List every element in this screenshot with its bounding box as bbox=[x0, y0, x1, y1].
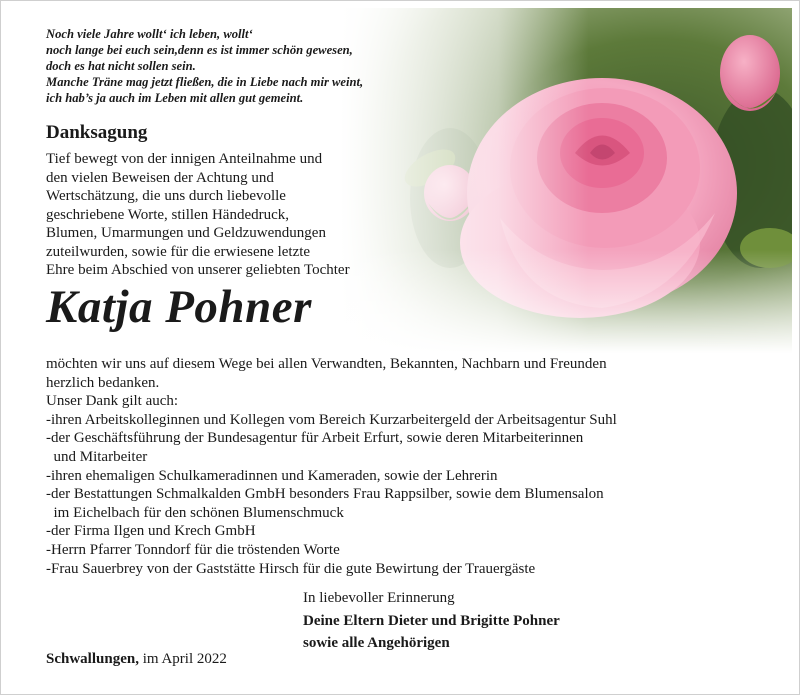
place-town: Schwallungen, bbox=[46, 651, 139, 667]
poem-line: Manche Träne mag jetzt fließen, die in Liebe nach mir weint, bbox=[46, 75, 364, 89]
signature-block bbox=[303, 587, 560, 655]
thanks-body bbox=[46, 355, 766, 578]
body-line: möchten wir uns auf diesem Wege bei allen Verwandten, Bekannten, Nachbarn und Freunden bbox=[46, 356, 607, 372]
intro-text bbox=[46, 150, 391, 280]
place-date-text: im April 2022 bbox=[138, 651, 227, 667]
body-line: -der Bestattungen Schmalkalden GmbH besonders Frau Rappsilber, sowie dem Blumensalon bbox=[46, 486, 604, 503]
poem-line: doch es hat nicht sollen sein. bbox=[46, 59, 196, 73]
intro-line: Tief bewegt von der innigen Anteilnahme und bbox=[46, 151, 323, 167]
place-date bbox=[46, 651, 227, 668]
poem-line: noch lange bei euch sein,denn es ist immer schön gewesen, bbox=[46, 43, 353, 57]
body-line: -Frau Sauerbrey von der Gaststätte Hirsch für die gute Bewirtung der Trauergäste bbox=[46, 560, 536, 577]
body-line: und Mitarbeiter bbox=[46, 448, 148, 465]
poem-line: Noch viele Jahre wollt‘ ich leben, wollt‘ bbox=[46, 27, 253, 41]
intro-line: Blumen, Umarmungen und Geldzuwendungen bbox=[46, 225, 326, 241]
deceased-name: Katja Pohner bbox=[46, 281, 312, 333]
intro-line: zuteilwurden, sowie für die erwiesene letzte bbox=[46, 243, 311, 260]
sign-intro: In liebevoller Erinnerung bbox=[303, 590, 455, 606]
body-line: -ihren ehemaligen Schulkameradinnen und Kameraden, sowie der Lehrerin bbox=[46, 467, 498, 484]
heading-danksagung: Danksagung bbox=[46, 122, 148, 143]
poem bbox=[46, 26, 506, 106]
body-line: -Herrn Pfarrer Tonndorf für die tröstenden Worte bbox=[46, 541, 340, 558]
sign-parents: Deine Eltern Dieter und Brigitte Pohner bbox=[303, 612, 560, 629]
body-line: herzlich bedanken. bbox=[46, 374, 160, 391]
intro-line: geschriebene Worte, stillen Händedruck, bbox=[46, 206, 290, 223]
body-line: -ihren Arbeitskolleginnen und Kollegen vom Bereich Kurzarbeitergeld der Arbeitsagentur Suhl bbox=[46, 411, 617, 428]
body-line: -der Firma Ilgen und Krech GmbH bbox=[46, 523, 256, 540]
sign-relatives: sowie alle Angehörigen bbox=[303, 635, 450, 651]
intro-line: Wertschätzung, die uns durch liebevolle bbox=[46, 188, 286, 204]
poem-line: ich hab’s ja auch im Leben mit allen gut gemeint. bbox=[46, 91, 304, 105]
body-line: Unser Dank gilt auch: bbox=[46, 393, 179, 410]
body-line: -der Geschäftsführung der Bundesagentur für Arbeit Erfurt, sowie deren Mitarbeiterinnen bbox=[46, 430, 584, 447]
intro-line: den vielen Beweisen der Achtung und bbox=[46, 169, 274, 186]
body-line: im Eichelbach für den schönen Blumenschmuck bbox=[46, 504, 344, 521]
intro-line: Ehre beim Abschied von unserer geliebten Tochter bbox=[46, 262, 350, 278]
